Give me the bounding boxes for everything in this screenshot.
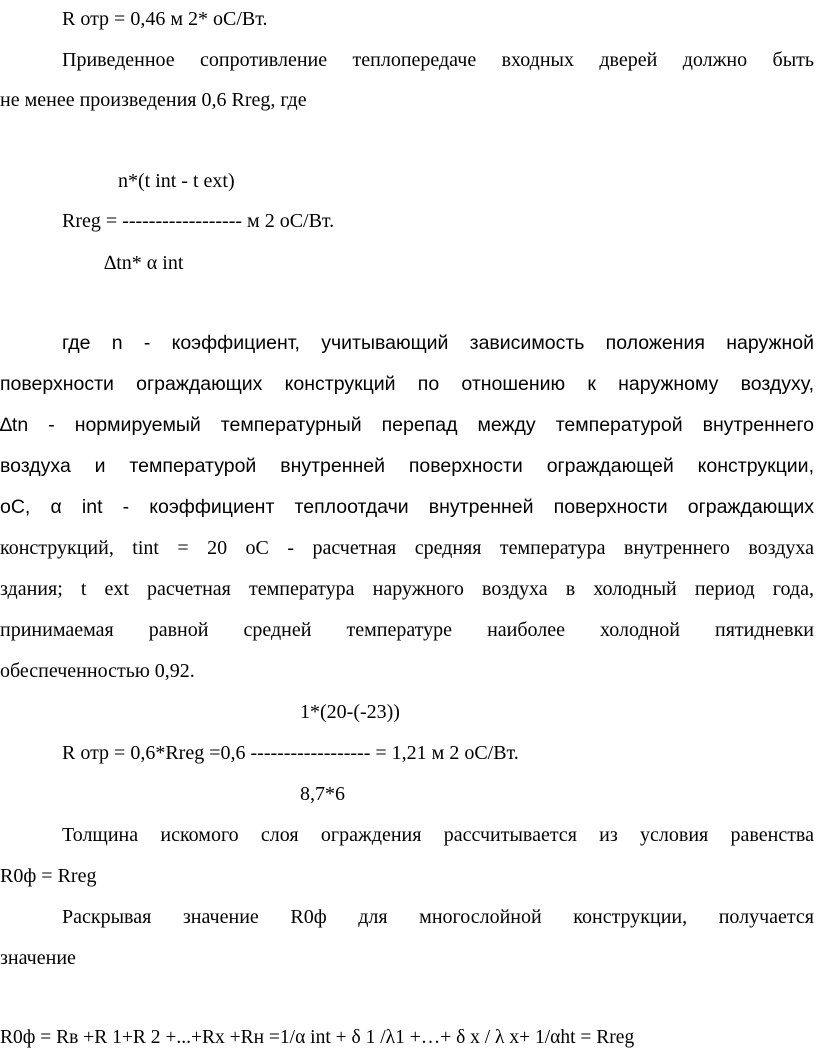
formula-line: Rreg = ------------------ м 2 оС/Вт.	[62, 210, 335, 232]
text-line: воздуха и температурой внутренней поверхности ограждающей конструкции,	[0, 455, 814, 477]
text-line: R отр = 0,46 м 2* оС/Вт.	[62, 8, 268, 30]
text-line: оС, α int - коэффициент теплоотдачи внутренней поверхности ограждающих	[0, 496, 814, 518]
text-line: принимаемая равной средней температуре наиболее холодной пятидневки	[0, 619, 814, 641]
formula-line: R0ф = Rв +R 1+R 2 +...+Rх +Rн =1/α int + δ 1 /λ1 +…+ δ х / λ х+ 1/αht = Rreg	[0, 1027, 635, 1048]
formula-denominator: 8,7*6	[300, 783, 345, 805]
text-line: ∆tn - нормируемый температурный перепад между температурой внутреннего	[0, 414, 814, 436]
text-line: здания; t ext расчетная температура наружного воздуха в холодный период года,	[0, 578, 814, 600]
formula-numerator: n*(t int - t ext)	[118, 170, 235, 192]
text-line: где n - коэффициент, учитывающий зависимость положения наружной	[62, 332, 814, 354]
text-line: значение	[0, 947, 76, 969]
text-line: поверхности ограждающих конструкций по отношению к наружному воздуху,	[0, 373, 814, 395]
text-line: обеспеченностью 0,92.	[0, 660, 195, 682]
text-line: Раскрывая значение R0ф для многослойной конструкции, получается	[62, 906, 814, 928]
text-line: R0ф = Rreg	[0, 865, 97, 887]
formula-numerator: 1*(20-(-23))	[300, 701, 400, 723]
formula-denominator: ∆tn* α int	[104, 252, 184, 274]
formula-line: R отр = 0,6*Rreg =0,6 ------------------ = 1,21 м 2 оС/Вт.	[62, 742, 519, 764]
text-line: конструкций, tint = 20 оС - расчетная средняя температура внутреннего воздуха	[0, 537, 814, 559]
text-line: не менее произведения 0,6 Rreg, где	[0, 89, 307, 111]
text-line: Толщина искомого слоя ограждения рассчитывается из условия равенства	[62, 824, 814, 846]
text-line: Приведенное сопротивление теплопередаче входных дверей должно быть	[62, 49, 814, 71]
